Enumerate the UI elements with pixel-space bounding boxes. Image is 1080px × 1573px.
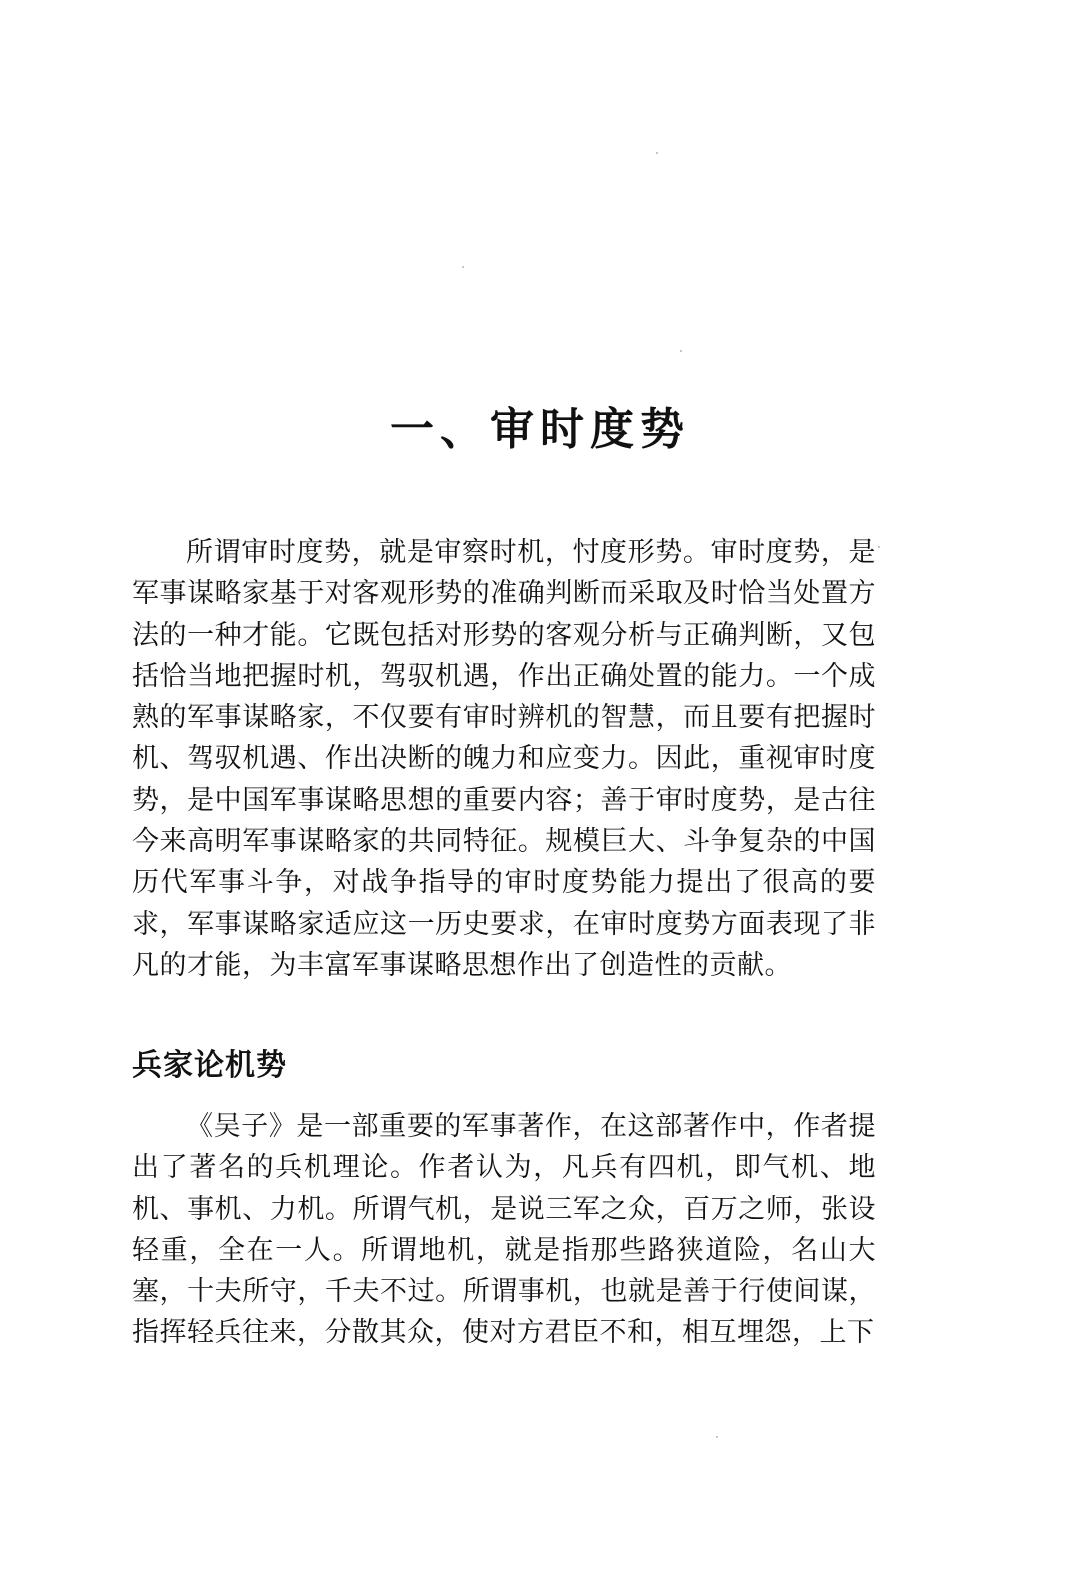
scan-speck: [716, 1436, 718, 1438]
section-heading: 兵家论机势: [132, 1048, 287, 1083]
chapter-title: 一、审时度势: [390, 404, 690, 455]
section-paragraph: 《吴子》是一部重要的军事著作，在这部著作中，作者提出了著名的兵机理论。作者认为，凡兵有四机，即气机、地机、事机、力机。所谓气机，是说三军之众，百万之师，张设轻重，全在一人。所谓地机，就是指那些路狭道险，名山大塞，十夫所守，千夫不过。所谓事机，也就是善于行使间谋，指挥轻兵往来，分散其众，使对方君臣不和，相互埋怨，上下: [132, 1111, 876, 1349]
scan-speck: [680, 350, 682, 352]
scan-speck: [878, 546, 880, 548]
scan-speck: [462, 266, 464, 268]
scan-speck: [656, 152, 658, 154]
intro-paragraph: 所谓审时度势，就是审察时机，忖度形势。审时度势，是军事谋略家基于对客观形势的准确判断而采取及时恰当处置方法的一种才能。它既包括对形势的客观分析与正确判断，又包括恰当地把握时机，驾驭机遇，作出正确处置的能力。一个成熟的军事谋略家，不仅要有审时辨机的智慧，而且要有把握时机、驾驭机遇、作出决断的魄力和应变力。因此，重视审时度势，是中国军事谋略思想的重要内容；善于审时度势，是古往今来高明军事谋略家的共同特征。规模巨大、斗争复杂的中国历代军事斗争，对战争指导的审时度势能力提出了很高的要求，军事谋略家适应这一历史要求，在审时度势方面表现了非凡的才能，为丰富军事谋略思想作出了创造性的贡献。: [132, 537, 876, 981]
